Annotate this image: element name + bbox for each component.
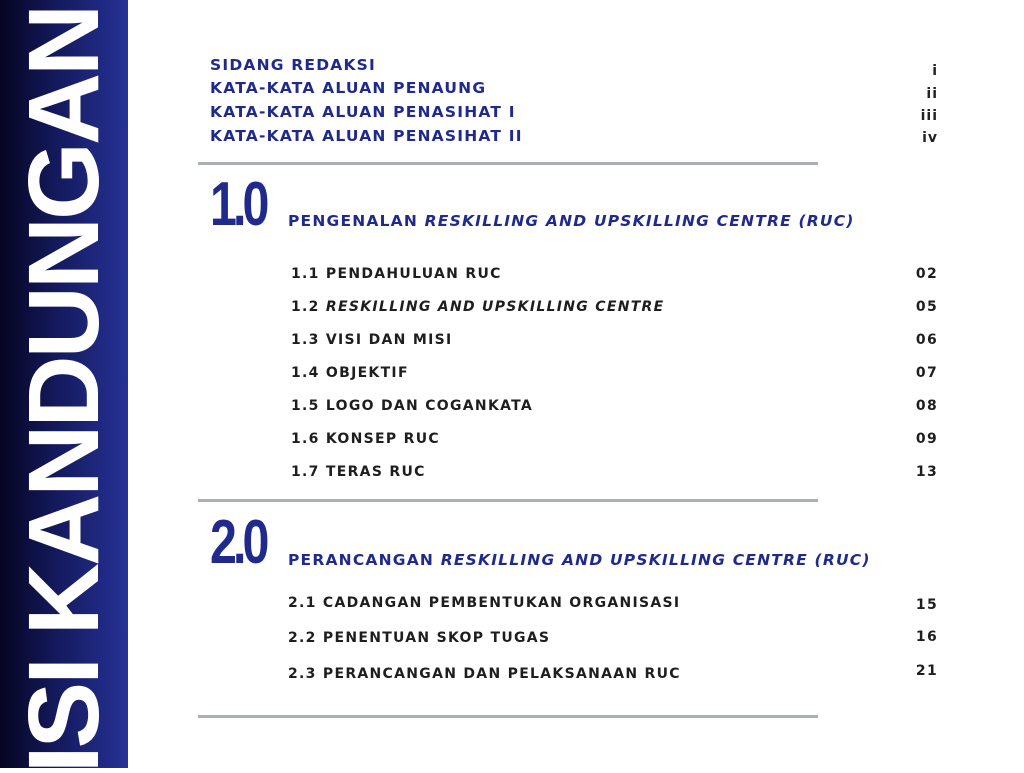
toc-entry-aluan-penasihat-2[interactable]: KATA-KATA ALUAN PENASIHAT II bbox=[210, 127, 523, 145]
chapter-title-prefix: PENGENALAN bbox=[288, 212, 419, 230]
page-number: 05 bbox=[915, 299, 938, 315]
page-number: 21 bbox=[915, 663, 938, 679]
item-label: KONSEP RUC bbox=[325, 431, 440, 447]
chapter-title[interactable] bbox=[288, 553, 871, 569]
toc-item[interactable] bbox=[288, 667, 681, 681]
item-number: 1.2 bbox=[291, 299, 320, 315]
item-number: 2.2 bbox=[288, 630, 317, 646]
page-number: ii bbox=[926, 86, 938, 102]
chapter-title[interactable] bbox=[288, 214, 855, 230]
toc-entry-aluan-penaung[interactable]: KATA-KATA ALUAN PENAUNG bbox=[210, 79, 487, 97]
section-divider bbox=[198, 715, 818, 718]
page-number: 07 bbox=[915, 365, 938, 381]
page-number: 08 bbox=[915, 398, 938, 414]
item-label: VISI DAN MISI bbox=[325, 332, 453, 348]
section-divider bbox=[198, 499, 818, 502]
toc-item[interactable] bbox=[291, 267, 502, 281]
item-number: 1.7 bbox=[291, 464, 320, 480]
chapter-title-italic: RESKILLING AND UPSKILLING CENTRE (RUC) bbox=[424, 212, 855, 230]
item-label: CADANGAN PEMBENTUKAN ORGANISASI bbox=[322, 595, 681, 611]
item-number: 1.5 bbox=[291, 398, 320, 414]
page-number: 16 bbox=[915, 629, 938, 645]
toc-entry-aluan-penasihat-1[interactable]: KATA-KATA ALUAN PENASIHAT I bbox=[210, 103, 516, 121]
page-number: iv bbox=[922, 130, 938, 146]
sidebar-title: ISI KANDUNGAN bbox=[8, 6, 120, 773]
item-number: 2.3 bbox=[288, 666, 317, 682]
page-number: iii bbox=[920, 108, 938, 124]
item-number: 1.1 bbox=[291, 266, 320, 282]
page-number: i bbox=[932, 63, 938, 79]
toc-item[interactable] bbox=[291, 399, 533, 413]
page-number: 02 bbox=[915, 266, 938, 282]
toc-item[interactable] bbox=[291, 432, 440, 446]
chapter-title-prefix: PERANCANGAN bbox=[288, 551, 435, 569]
item-label: TERAS RUC bbox=[325, 464, 426, 480]
item-label: PENDAHULUAN RUC bbox=[325, 266, 502, 282]
item-label: OBJEKTIF bbox=[325, 365, 409, 381]
toc-entry-sidang-redaksi[interactable]: SIDANG REDAKSI bbox=[210, 56, 377, 74]
toc-item[interactable] bbox=[288, 596, 680, 610]
page-number: 09 bbox=[915, 431, 938, 447]
item-label: PERANCANGAN DAN PELAKSANAAN RUC bbox=[322, 666, 681, 682]
sidebar-banner bbox=[0, 0, 128, 773]
item-number: 2.1 bbox=[288, 595, 317, 611]
toc-item[interactable] bbox=[291, 366, 409, 380]
toc-item[interactable] bbox=[291, 300, 665, 314]
item-number: 1.4 bbox=[291, 365, 320, 381]
chapter-number: 2.0 bbox=[210, 508, 266, 577]
item-number: 1.3 bbox=[291, 332, 320, 348]
toc-item[interactable] bbox=[291, 465, 426, 479]
chapter-title-italic: RESKILLING AND UPSKILLING CENTRE (RUC) bbox=[440, 551, 871, 569]
page-number: 15 bbox=[915, 597, 938, 613]
page-number: 06 bbox=[915, 332, 938, 348]
page-number: 13 bbox=[915, 464, 938, 480]
item-label: LOGO DAN COGANKATA bbox=[325, 398, 534, 414]
chapter-number: 1.0 bbox=[210, 170, 266, 239]
item-number: 1.6 bbox=[291, 431, 320, 447]
item-label: RESKILLING AND UPSKILLING CENTRE bbox=[325, 299, 665, 315]
section-divider bbox=[198, 162, 818, 165]
toc-item[interactable] bbox=[291, 333, 452, 347]
toc-item[interactable] bbox=[288, 631, 550, 645]
item-label: PENENTUAN SKOP TUGAS bbox=[322, 630, 551, 646]
